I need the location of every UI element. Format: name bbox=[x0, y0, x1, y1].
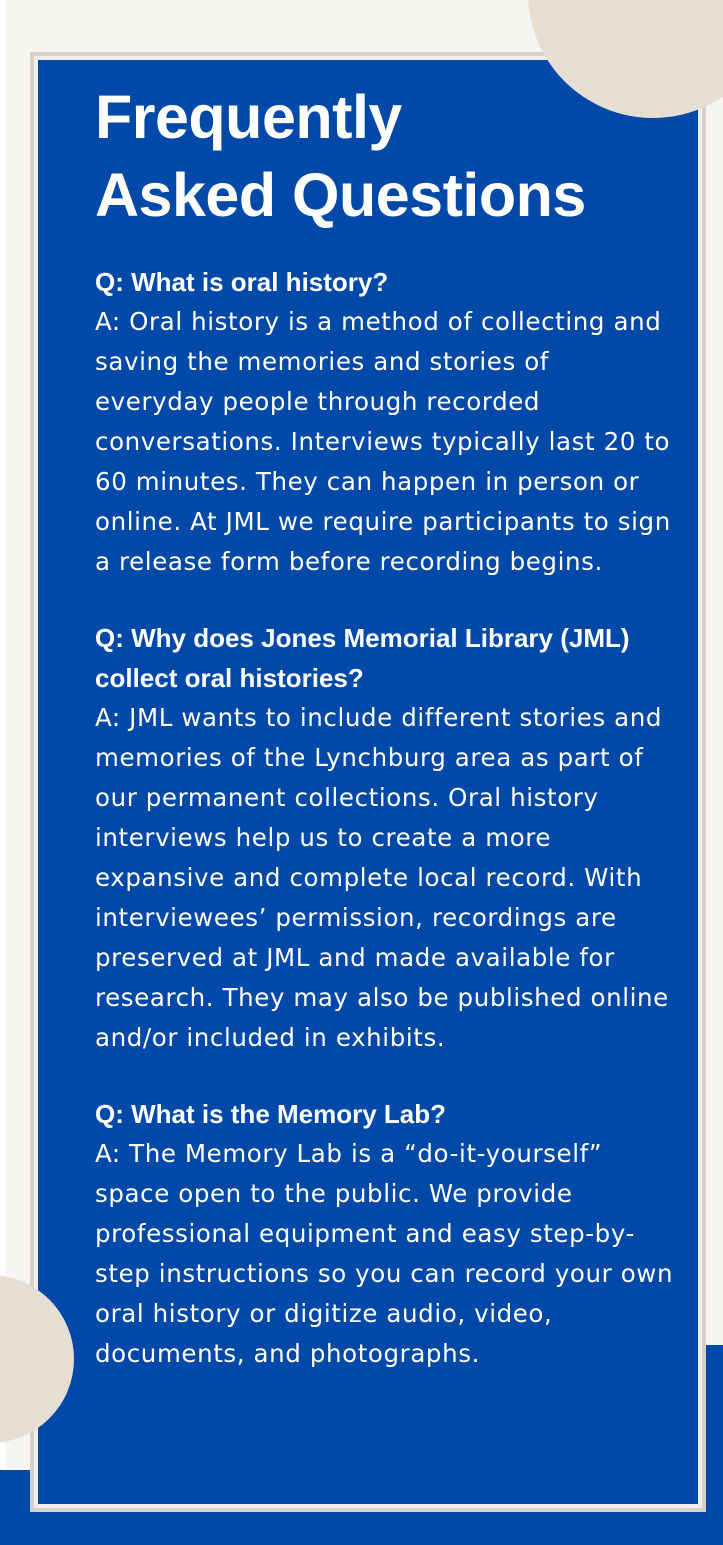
faq-answer: A: Oral history is a method of collecting and saving the memories and stories of everyday people through recorded conversations. Interviews typically last 20 to 60 minutes. They can happen in person or online. At JML we require participants to sign a release form before recording begins. bbox=[95, 307, 671, 576]
title-line-2: Asked Questions bbox=[95, 161, 586, 229]
faq-question: Q: What is oral history? bbox=[95, 267, 389, 297]
right-blue-band bbox=[705, 1345, 723, 1545]
faq-answer: A: JML wants to include different stories and memories of the Lynchburg area as part of our permanent collections. Oral history interviews help us to create a more expansive and complete local record. With interviewees’ permission, recordings are preserved at JML and made available for research. They may also be published online and/or included in exhibits. bbox=[95, 703, 669, 1052]
faq-question: Q: What is the Memory Lab? bbox=[95, 1099, 447, 1129]
faq-item-why-collect bbox=[95, 618, 675, 1058]
faq-item-memory-lab bbox=[95, 1094, 675, 1374]
faq-answer: A: The Memory Lab is a “do-it-yourself” space open to the public. We provide professional equipment and easy step-by-step instructions so you can record your own oral history or digitize audio, video, documents, and photographs. bbox=[95, 1139, 674, 1368]
faq-item-oral-history bbox=[95, 262, 675, 582]
faq-content bbox=[95, 78, 675, 1374]
title-line-1: Frequently bbox=[95, 83, 402, 151]
faq-question: Q: Why does Jones Memorial Library (JML) collect oral histories? bbox=[95, 623, 630, 693]
page-title bbox=[95, 78, 675, 234]
